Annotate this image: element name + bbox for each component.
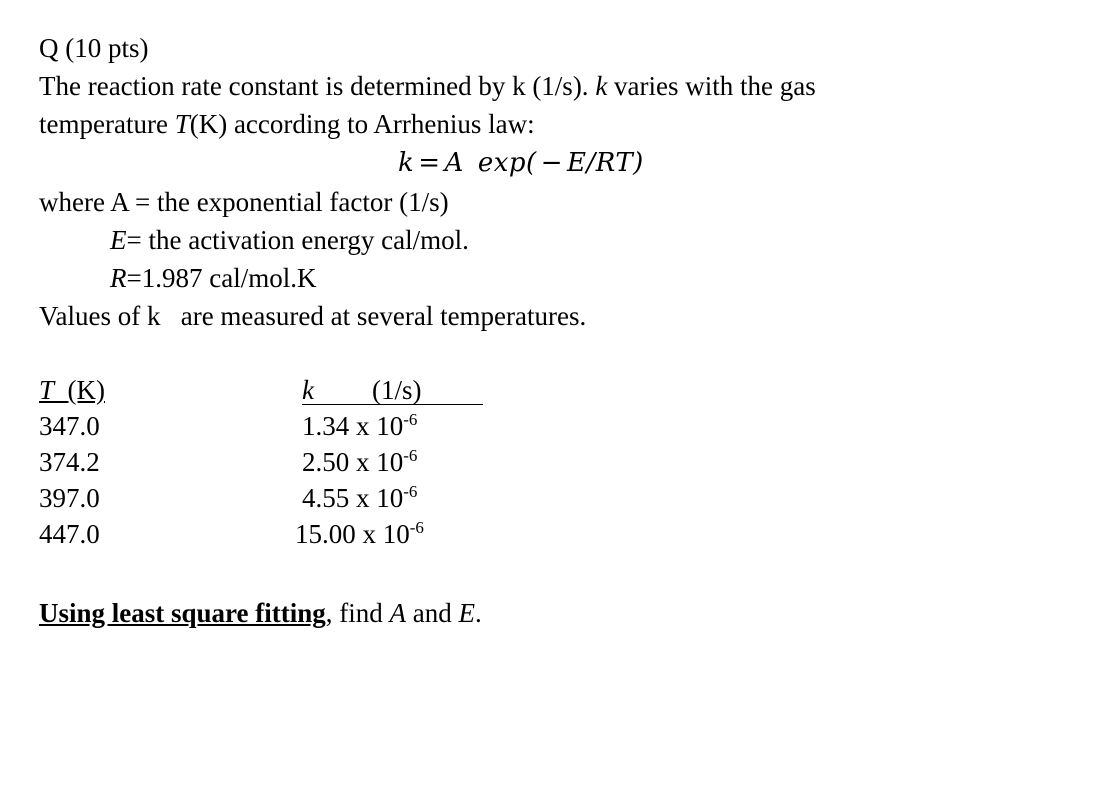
where-line: where A = the exponential factor (1/s) <box>39 187 449 217</box>
table-row: 347.0 1.34 x $10^{-6}$ <box>39 410 418 441</box>
table-header-temperature: T (K) <box>39 375 106 405</box>
activation-energy-line: E= the activation energy cal/mol. <box>110 225 469 255</box>
question-header: Q (10 pts) <box>39 33 149 63</box>
table-row: 397.0 4.55 x $10^{-6}$ <box>39 482 418 513</box>
measured-line: Values of k are measured at several temperatures. <box>39 301 587 331</box>
table-row: 374.2 2.50 x $10^{-6}$ <box>39 446 418 477</box>
table-row: 447.0 15.00 x $10^{-6}$ <box>39 518 424 549</box>
table-header-row <box>39 374 539 408</box>
intro-line-2: temperature T(K) according to Arrhenius law: <box>39 109 535 139</box>
gas-constant-line: R=1.987 cal/mol.K <box>110 263 317 293</box>
intro-line-1: The reaction rate constant is determined by k (1/s). k varies with the gas <box>39 71 816 101</box>
task-line: Using least square fitting, find A and E. <box>39 598 482 628</box>
arrhenius-equation: k = A exp( − E/RT) <box>398 148 644 178</box>
table-header-rate: k (1/s) <box>302 374 483 408</box>
